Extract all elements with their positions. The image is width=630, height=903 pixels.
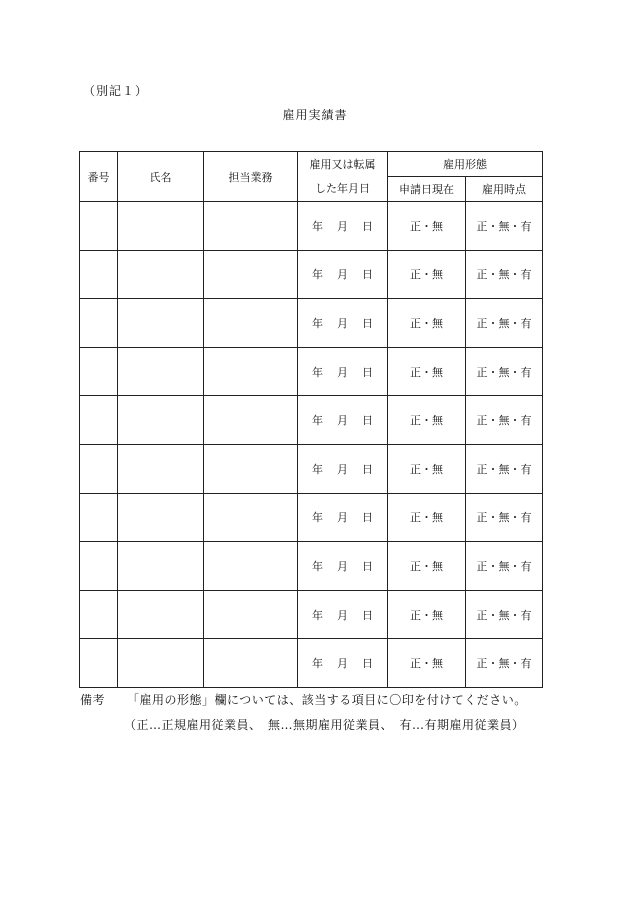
month-unit: 月 <box>337 608 348 622</box>
number-cell[interactable] <box>80 347 118 396</box>
day-unit: 日 <box>362 608 373 622</box>
year-unit: 年 <box>312 462 323 476</box>
name-cell[interactable] <box>118 396 204 445</box>
day-unit: 日 <box>362 219 373 233</box>
day-unit: 日 <box>362 316 373 330</box>
date-cell[interactable] <box>298 202 388 251</box>
hire-options-cell[interactable]: 正・無・有 <box>466 444 543 493</box>
header-date <box>298 152 388 202</box>
day-unit: 日 <box>362 511 373 525</box>
hire-options-cell[interactable]: 正・無・有 <box>466 202 543 251</box>
year-unit: 年 <box>312 414 323 428</box>
year-unit: 年 <box>312 316 323 330</box>
year-unit: 年 <box>312 608 323 622</box>
table-row <box>80 542 543 591</box>
month-unit: 月 <box>337 462 348 476</box>
month-unit: 月 <box>337 219 348 233</box>
number-cell[interactable] <box>80 542 118 591</box>
duty-cell[interactable] <box>204 347 298 396</box>
remarks-label: 備考 <box>80 693 106 707</box>
date-cell[interactable] <box>298 639 388 688</box>
name-cell[interactable] <box>118 347 204 396</box>
year-unit: 年 <box>312 511 323 525</box>
hire-options-cell[interactable]: 正・無・有 <box>466 250 543 299</box>
duty-cell[interactable] <box>204 299 298 348</box>
table-row <box>80 347 543 396</box>
hire-options-cell[interactable]: 正・無・有 <box>466 493 543 542</box>
status-options-cell[interactable]: 正・無 <box>388 493 466 542</box>
header-date-line2: した年月日 <box>315 181 370 195</box>
month-unit: 月 <box>337 559 348 573</box>
status-options-cell[interactable]: 正・無 <box>388 250 466 299</box>
number-cell[interactable] <box>80 639 118 688</box>
status-options-cell[interactable]: 正・無 <box>388 444 466 493</box>
number-cell[interactable] <box>80 202 118 251</box>
status-options-cell[interactable]: 正・無 <box>388 542 466 591</box>
date-cell[interactable] <box>298 542 388 591</box>
date-cell[interactable] <box>298 493 388 542</box>
year-unit: 年 <box>312 657 323 671</box>
day-unit: 日 <box>362 559 373 573</box>
month-unit: 月 <box>337 365 348 379</box>
month-unit: 月 <box>337 316 348 330</box>
name-cell[interactable] <box>118 493 204 542</box>
appendix-label: （別記１） <box>83 84 149 98</box>
document-title: 雇用実績書 <box>282 108 348 122</box>
remarks-legend: （正…正規雇用従業員、 無…無期雇用従業員、 有…有期雇用従業員） <box>124 718 525 732</box>
number-cell[interactable] <box>80 396 118 445</box>
header-number: 番号 <box>80 152 118 202</box>
header-date-line1: 雇用又は転属 <box>309 157 376 171</box>
number-cell[interactable] <box>80 493 118 542</box>
day-unit: 日 <box>362 365 373 379</box>
duty-cell[interactable] <box>204 542 298 591</box>
date-cell[interactable] <box>298 299 388 348</box>
header-at-hiring: 雇用時点 <box>466 177 543 202</box>
table-row <box>80 250 543 299</box>
header-duty: 担当業務 <box>204 152 298 202</box>
hire-options-cell[interactable]: 正・無・有 <box>466 347 543 396</box>
number-cell[interactable] <box>80 444 118 493</box>
year-unit: 年 <box>312 219 323 233</box>
name-cell[interactable] <box>118 542 204 591</box>
duty-cell[interactable] <box>204 639 298 688</box>
name-cell[interactable] <box>118 250 204 299</box>
duty-cell[interactable] <box>204 202 298 251</box>
header-employment-type: 雇用形態 <box>388 152 543 177</box>
name-cell[interactable] <box>118 590 204 639</box>
table-row <box>80 639 543 688</box>
status-options-cell[interactable]: 正・無 <box>388 590 466 639</box>
number-cell[interactable] <box>80 590 118 639</box>
record-body <box>80 202 543 688</box>
duty-cell[interactable] <box>204 396 298 445</box>
table-row <box>80 202 543 251</box>
hire-options-cell[interactable]: 正・無・有 <box>466 639 543 688</box>
table-row <box>80 444 543 493</box>
duty-cell[interactable] <box>204 444 298 493</box>
status-options-cell[interactable]: 正・無 <box>388 639 466 688</box>
year-unit: 年 <box>312 365 323 379</box>
date-cell[interactable] <box>298 250 388 299</box>
table-row <box>80 396 543 445</box>
hire-options-cell[interactable]: 正・無・有 <box>466 542 543 591</box>
number-cell[interactable] <box>80 250 118 299</box>
name-cell[interactable] <box>118 444 204 493</box>
day-unit: 日 <box>362 462 373 476</box>
date-cell[interactable] <box>298 590 388 639</box>
remarks <box>80 691 527 708</box>
hire-options-cell[interactable]: 正・無・有 <box>466 299 543 348</box>
name-cell[interactable] <box>118 299 204 348</box>
status-options-cell[interactable]: 正・無 <box>388 347 466 396</box>
table-row <box>80 590 543 639</box>
year-unit: 年 <box>312 559 323 573</box>
day-unit: 日 <box>362 657 373 671</box>
duty-cell[interactable] <box>204 493 298 542</box>
day-unit: 日 <box>362 414 373 428</box>
name-cell[interactable] <box>118 639 204 688</box>
number-cell[interactable] <box>80 299 118 348</box>
status-options-cell[interactable]: 正・無 <box>388 396 466 445</box>
year-unit: 年 <box>312 268 323 282</box>
table-row <box>80 493 543 542</box>
day-unit: 日 <box>362 268 373 282</box>
name-cell[interactable] <box>118 202 204 251</box>
date-cell[interactable] <box>298 347 388 396</box>
employment-record-table <box>79 151 543 688</box>
duty-cell[interactable] <box>204 250 298 299</box>
remarks-text: 「雇用の形態」欄については、該当する項目に〇印を付けてください。 <box>127 693 527 707</box>
month-unit: 月 <box>337 268 348 282</box>
month-unit: 月 <box>337 657 348 671</box>
date-cell[interactable] <box>298 444 388 493</box>
duty-cell[interactable] <box>204 590 298 639</box>
table-row <box>80 299 543 348</box>
hire-options-cell[interactable]: 正・無・有 <box>466 396 543 445</box>
status-options-cell[interactable]: 正・無 <box>388 299 466 348</box>
hire-options-cell[interactable]: 正・無・有 <box>466 590 543 639</box>
date-cell[interactable] <box>298 396 388 445</box>
month-unit: 月 <box>337 414 348 428</box>
status-options-cell[interactable]: 正・無 <box>388 202 466 251</box>
header-at-application: 申請日現在 <box>388 177 466 202</box>
header-name: 氏名 <box>118 152 204 202</box>
month-unit: 月 <box>337 511 348 525</box>
